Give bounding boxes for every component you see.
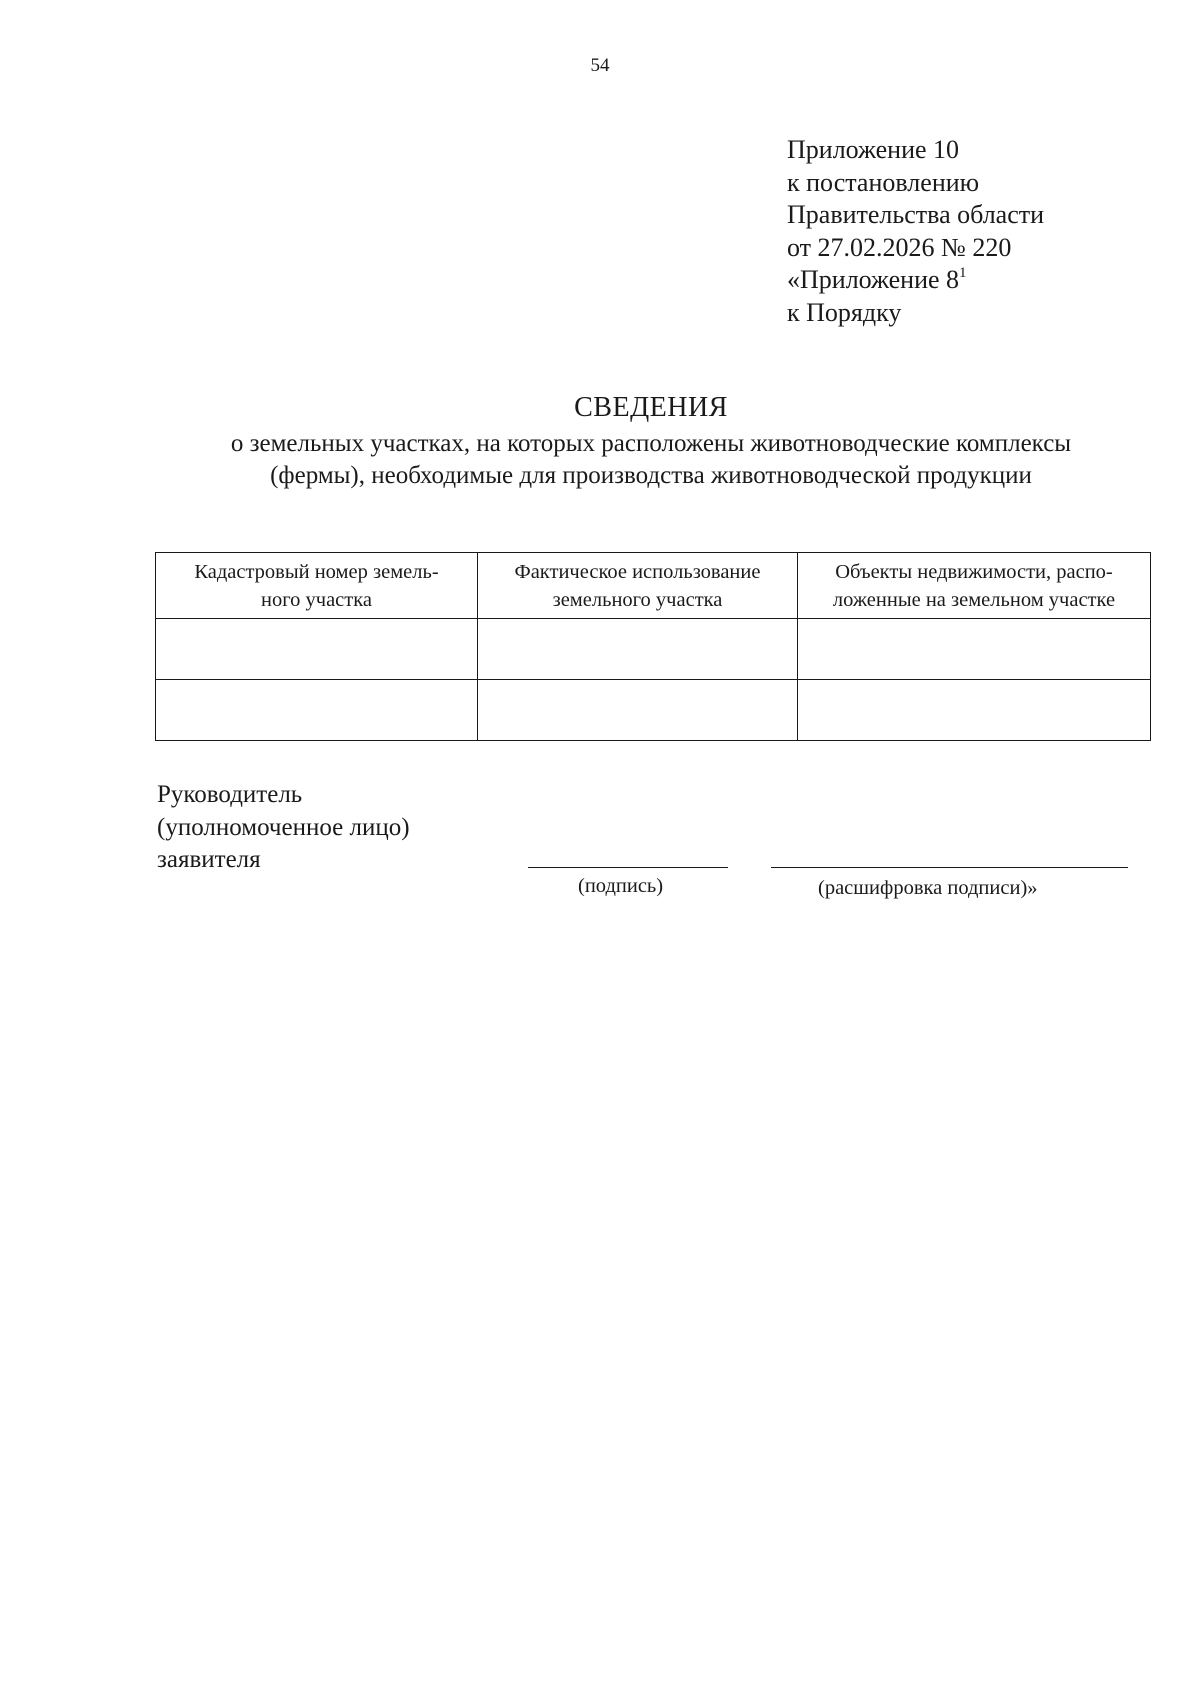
table-cell [156,619,478,680]
appendix-line-3: Правительства области [787,200,1045,229]
table-row [156,619,1151,680]
signature-decoding-caption: (расшифровка подписи)» [818,877,1038,899]
appendix-line-5-superscript: 1 [959,265,967,281]
signature-caption: (подпись) [578,875,664,897]
subtitle-line-1: о земельных участках, на которых расположены животноводческие комплексы [230,430,1072,457]
header-cadastral-number [156,553,478,619]
header-actual-use [478,553,798,619]
signature-decoding-line [771,867,1128,868]
header-cadastral-number-line-1: Кадастровый номер земель- [194,560,439,583]
appendix-line-6: к Порядку [787,297,902,327]
table-cell [798,619,1151,680]
header-real-estate-objects-line-1: Объекты недвижимости, распо- [835,560,1113,583]
appendix-reference [787,134,1044,329]
appendix-line-5-text: «Приложение 8 [787,265,960,294]
appendix-line-4: от 27.02.2026 № 220 [787,232,1012,262]
signer-block [157,779,410,877]
table-header-row [156,553,1151,619]
document-title: СВЕДЕНИЯ [574,392,728,423]
table-cell [478,680,798,741]
appendix-line-5 [787,264,1044,297]
subtitle-line-2: (фермы), необходимые для производства животноводческой продукции [270,462,1032,489]
signer-line-2: (уполномоченное лицо) [157,813,410,841]
appendix-line-1: Приложение 10 [787,135,960,164]
header-actual-use-line-2: земельного участка [552,588,723,611]
signature-line [528,867,728,868]
table-cell [156,680,478,741]
document-subtitle [150,428,1152,492]
header-real-estate-objects-line-2: ложенные на земельном участке [832,588,1116,611]
table-row [156,680,1151,741]
signer-line-3: заявителя [157,846,261,873]
header-real-estate-objects [798,553,1151,619]
header-cadastral-number-line-2: ного участка [261,588,372,611]
header-actual-use-line-1: Фактическое использование [514,560,761,583]
page-number: 54 [590,55,610,76]
appendix-line-2: к постановлению [787,167,980,197]
table-cell [478,619,798,680]
signer-line-1: Руководитель [157,781,303,808]
table-cell [798,680,1151,741]
land-plots-table [155,552,1151,741]
